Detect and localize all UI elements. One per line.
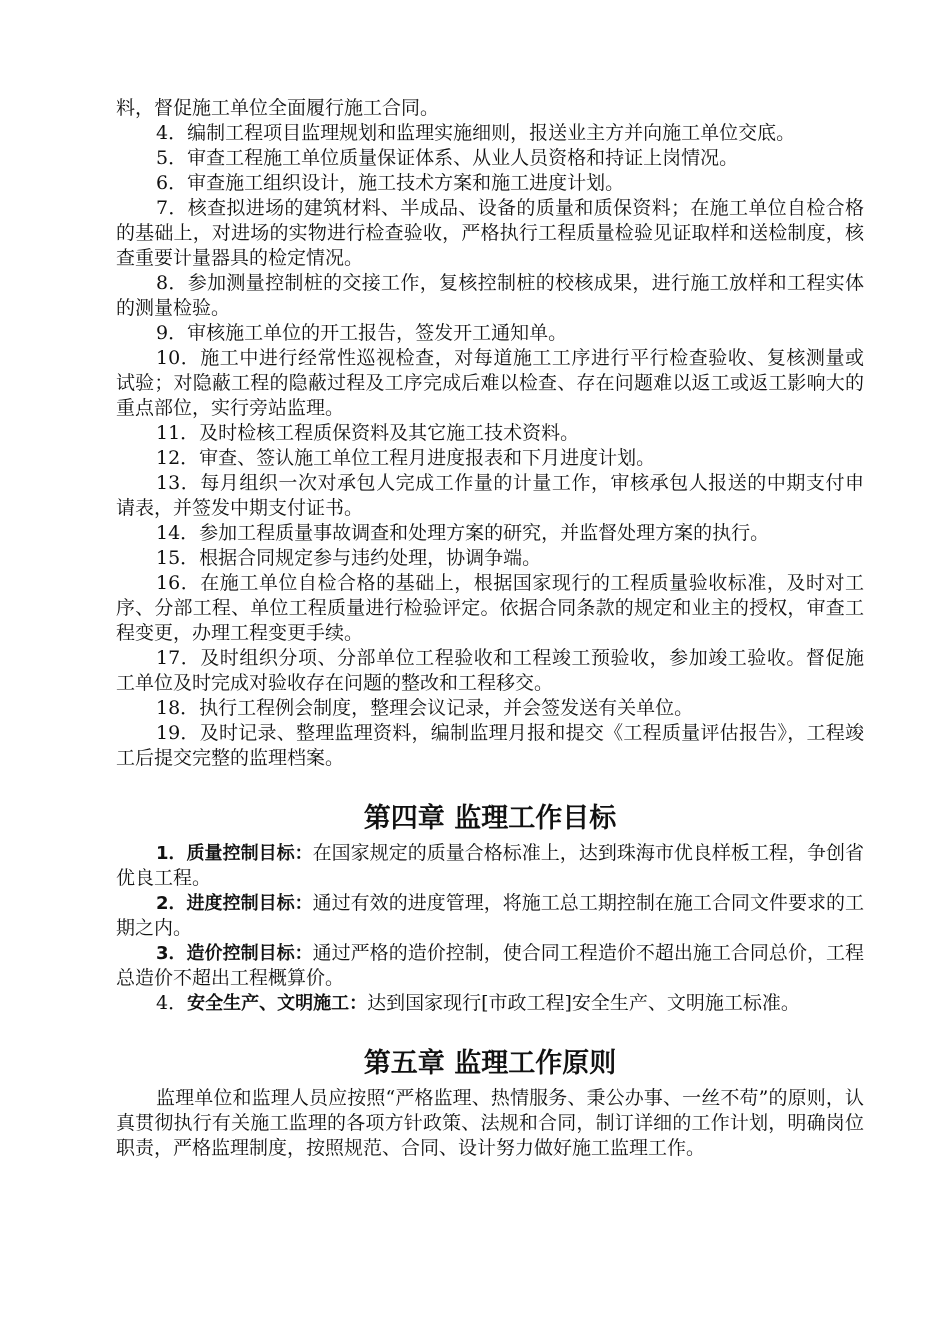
goal-safety-number: 4．	[156, 992, 188, 1014]
list-item-10: 10．施工中进行经常性巡视检查，对每道施工工序进行平行检查验收、复核测量或试验；对隐蔽工程的隐蔽过程及工序完成后难以检查、存在问题难以返工或返工影响大的重点部位，实行旁站监理。	[116, 347, 864, 419]
list-item-19: 19．及时记录、整理监理资料，编制监理月报和提交《工程质量评估报告》，工程竣工后提交完整的监理档案。	[116, 722, 864, 769]
list-item-7: 7．核查拟进场的建筑材料、半成品、设备的质量和质保资料；在施工单位自检合格的基础上，对进场的实物进行检查验收，严格执行工程质量检验见证取样和送检制度，核查重要计量器具的检定情况。	[116, 197, 864, 269]
goal-quality-text: 在国家规定的质量合格标准上，达到珠海市优良样板工程，争创省优良工程。	[116, 842, 864, 889]
chapter-5-title: 第五章 监理工作原则	[363, 1048, 617, 1079]
goal-schedule-label: 2．进度控制目标：	[156, 893, 313, 914]
goal-quality-label: 1．质量控制目标：	[156, 843, 313, 864]
list-item-17: 17．及时组织分项、分部单位工程验收和工程竣工预验收，参加竣工验收。督促施工单位及时完成对验收存在问题的整改和工程移交。	[116, 647, 864, 694]
list-item-11: 11．及时检核工程质保资料及其它施工技术资料。	[156, 422, 580, 444]
list-item-8: 8．参加测量控制桩的交接工作，复核控制桩的校核成果，进行施工放样和工程实体的测量检验。	[116, 272, 864, 319]
goal-quality	[116, 841, 864, 891]
list-item-18: 18．执行工程例会制度，整理会议记录，并会签发送有关单位。	[156, 697, 694, 719]
principle-paragraph: 监理单位和监理人员应按照“严格监理、热情服务、秉公办事、一丝不苟”的原则，认真贯彻执行有关施工监理的各项方针政策、法规和合同，制订详细的工作计划，明确岗位职责，严格监理制度，按照规范、合同、设计努力做好施工监理工作。	[116, 1087, 864, 1159]
list-item-6: 6．审查施工组织设计，施工技术方案和施工进度计划。	[156, 172, 625, 194]
goal-safety	[116, 991, 864, 1016]
list-item-14: 14．参加工程质量事故调查和处理方案的研究，并监督处理方案的执行。	[156, 522, 770, 544]
goal-safety-text: 达到国家现行[市政工程]安全生产、文明施工标准。	[367, 992, 800, 1014]
list-item-continuation: 料，督促施工单位全面履行施工合同。	[116, 97, 440, 119]
page-content	[116, 96, 864, 1161]
goal-schedule-text: 通过有效的进度管理，将施工总工期控制在施工合同文件要求的工期之内。	[116, 892, 864, 939]
goal-cost-label: 3．造价控制目标：	[156, 943, 313, 964]
list-item-12: 12．审查、签认施工单位工程月进度报表和下月进度计划。	[156, 447, 656, 469]
list-item-4: 4．编制工程项目监理规划和监理实施细则，报送业主方并向施工单位交底。	[156, 122, 796, 144]
goal-schedule	[116, 891, 864, 941]
list-item-5: 5．审查工程施工单位质量保证体系、从业人员资格和持证上岗情况。	[156, 147, 739, 169]
goal-cost	[116, 941, 864, 991]
list-item-15: 15．根据合同规定参与违约处理，协调争端。	[156, 547, 542, 569]
goal-safety-label: 安全生产、文明施工：	[187, 993, 368, 1014]
list-item-13: 13．每月组织一次对承包人完成工作量的计量工作，审核承包人报送的中期支付申请表，并签发中期支付证书。	[116, 472, 864, 519]
chapter-4-title: 第四章 监理工作目标	[363, 803, 617, 834]
goal-cost-text: 通过严格的造价控制，使合同工程造价不超出施工合同总价，工程总造价不超出工程概算价。	[116, 942, 864, 989]
list-item-16: 16．在施工单位自检合格的基础上，根据国家现行的工程质量验收标准，及时对工序、分部工程、单位工程质量进行检验评定。依据合同条款的规定和业主的授权，审查工程变更，办理工程变更手续。	[116, 572, 864, 644]
list-item-9: 9．审核施工单位的开工报告，签发开工通知单。	[156, 322, 568, 344]
